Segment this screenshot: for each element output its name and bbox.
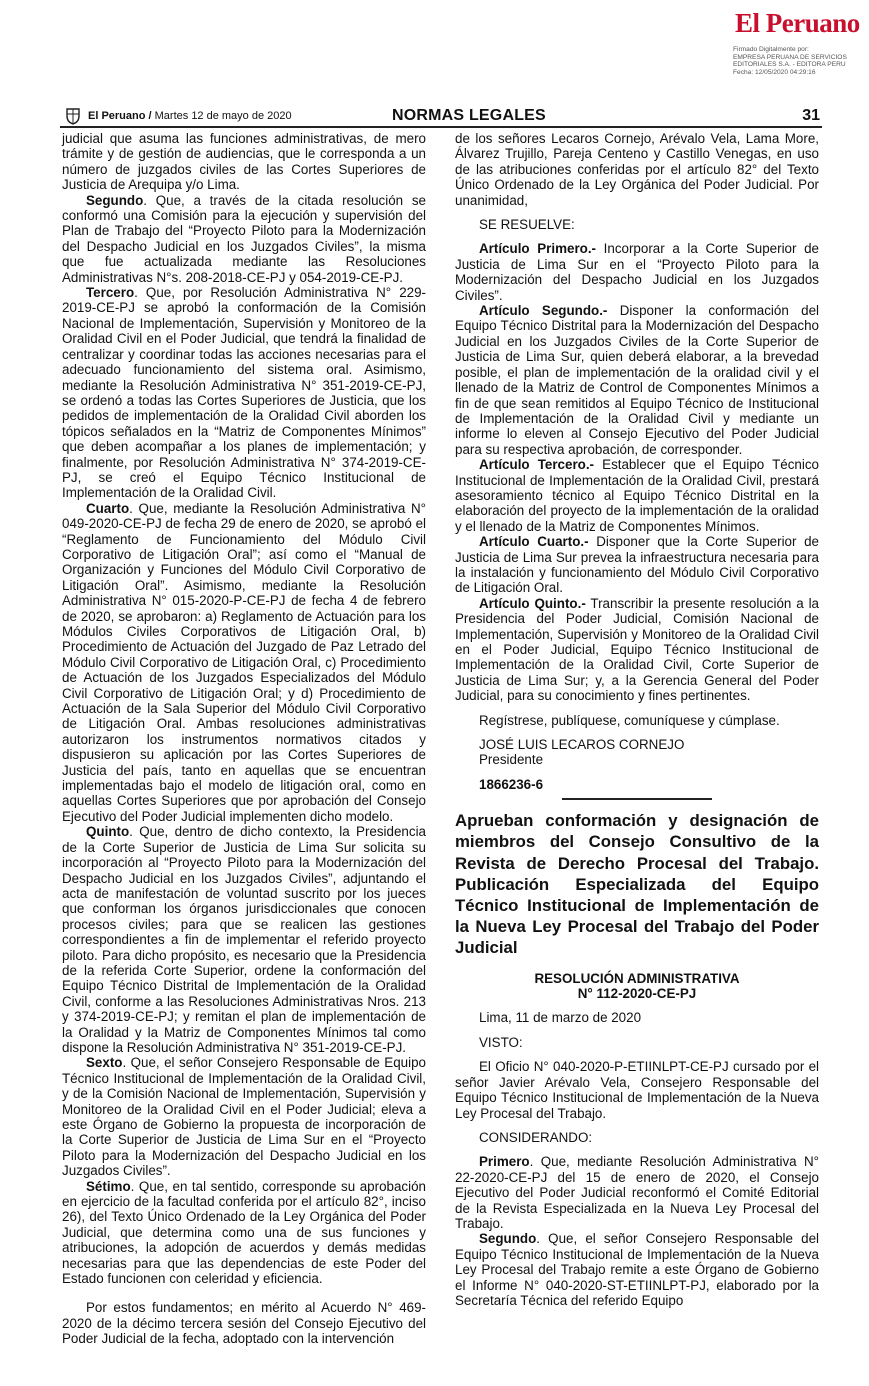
register-line: Regístrese, publíquese, comuníquese y cúmplase. <box>479 712 780 728</box>
paragraph-label: Segundo <box>86 192 144 208</box>
visto-heading: VISTO: <box>479 1034 523 1050</box>
paragraph-label: Primero <box>479 1154 530 1170</box>
paragraph: El Oficio N° 040-2020-P-ETIINLPT-CE-PJ cursado por el señor Javier Arévalo Vela, Consejero Responsable del Equipo Técnico Institucional de Implementación de la Nueva Ley Procesal del Trabajo. <box>455 1059 819 1121</box>
signer-name: JOSÉ LUIS LECAROS CORNEJO <box>479 737 685 753</box>
article-label: Artículo Segundo.- <box>479 303 608 319</box>
page-header <box>60 104 822 128</box>
paragraph-text: . Que, mediante Resolución Administrativa N° 22-2020-CE-PJ del 15 de enero de 2020, el Consejo Ejecutivo del Poder Judicial reconformó el Comité Editorial de la Revista Especializada en la Nueva Ley Procesal del Trabajo. <box>455 1154 819 1231</box>
signature-line: Fecha: 12/05/2020 04:29:16 <box>733 68 816 76</box>
paragraph <box>455 1231 819 1308</box>
paragraph-label: Quinto <box>86 824 130 840</box>
article-text: Disponer la conformación del Equipo Técnico Distrital para la Modernización del Despacho Judicial en los Juzgados Civiles de la Corte Superior de Justicia de Lima Sur, quien deberá elaborar, a la brevedad posible, el plan de implementación de la oralidad civil y el llenado de la Matriz de Control de Componentes Mínimos a fin de que sean remitidos al Equipo Técnico de Institucional de Implementación de la Oralidad Civil y mediante un informe lo eleven al Consejo Ejecutivo del Poder Judicial para su respectiva aprobación, de corresponder. <box>455 303 819 457</box>
paragraph-label: Segundo <box>479 1231 537 1247</box>
signature-line: EMPRESA PERUANA DE SERVICIOS <box>733 53 847 61</box>
paragraph-text: . Que, a través de la citada resolución se conformó una Comisión para la ejecución y supervisión del Plan de Trabajo del “Proyecto Piloto para la Modernización del Despacho Judicial en los Juzgados Civiles”, la misma que fue actualizada mediante las Resoluciones Administrativas N°s. 208-2018-CE-PJ y 054-2019-CE-PJ. <box>62 192 426 285</box>
article <box>455 241 819 303</box>
article-label: Artículo Primero.- <box>479 241 597 257</box>
paragraph <box>62 285 426 501</box>
article <box>455 303 819 457</box>
header-paper-date <box>88 110 292 122</box>
paragraph: de los señores Lecaros Cornejo, Arévalo Vela, Lama More, Álvarez Trujillo, Pareja Centeno y Castillo Venegas, en uso de las atribuciones conferidas por el artículo 82° del Texto Único Ordenado de la Ley Orgánica del Poder Judicial. Por unanimidad, <box>455 131 819 208</box>
paragraph: Por estos fundamentos; en mérito al Acuerdo N° 469-2020 de la décimo tercera sesión del Consejo Ejecutivo del Poder Judicial de la fecha, adoptado con la intervención <box>62 1300 426 1347</box>
paragraph: judicial que asuma las funciones administrativas, de mero trámite y de gestión de audiencias, que le corresponda a un número de juzgados civiles de las Cortes Superiores de Justicia de Arequipa y/o Lima. <box>62 131 426 193</box>
paragraph-text: . Que, en tal sentido, corresponde su aprobación en ejercicio de la facultad conferida por el artículo 82°, inciso 26), del Texto Único Ordenado de la Ley Orgánica del Poder Judicial, que determina como una de sus funciones y atribuciones, la adopción de acuerdos y demás medidas necesarias para que las dependencias de este Poder del Estado funcionen con celeridad y eficiencia. <box>62 1178 426 1287</box>
article-text: Establecer que el Equipo Técnico Institucional de Implementación de la Oralidad Civil, prestará asesoramiento técnico al Equipo Técnico Distrital en la elaboración del proyecto de la implementación de la oralidad y el llenado de la Matriz de Componentes Mínimos. <box>455 457 819 534</box>
signer-role: Presidente <box>479 752 544 768</box>
paragraph <box>62 501 426 825</box>
paragraph-label: Sétimo <box>86 1178 131 1194</box>
section-divider <box>562 798 712 800</box>
header-rule <box>60 126 822 128</box>
tracking-number: 1866236-6 <box>479 776 544 792</box>
article <box>455 596 819 704</box>
resolution-number: N° 112-2020-CE-PJ <box>577 986 697 1002</box>
paragraph <box>455 1154 819 1231</box>
digital-signature-block <box>733 46 863 76</box>
el-peruano-logo: El Peruano <box>735 8 860 38</box>
page-number: 31 <box>802 107 820 124</box>
paragraph <box>62 193 426 285</box>
article <box>455 457 819 534</box>
header-section: NORMAS LEGALES <box>392 107 546 124</box>
paragraph-text: . Que, dentro de dicho contexto, la Presidencia de la Corte Superior de Justicia de Lima Sur solicita su incorporación al “Proyecto Piloto para la Modernización del Despacho Judicial en los Juzgados Civiles”, adjuntando el acta de manifestación de voluntad suscrito por los jueces que conforman los órganos jurisdiccionales que conocen procesos civiles; para que se realicen las gestiones correspondientes a fin de implementar el referido proyecto piloto. Para dicho propósito, es necesario que la Presidencia de la referida Corte Superior, ordene la conformación del Equipo Técnico Distrital de Implementación de la Oralidad Civil, conforme a las Resoluciones Administrativas Nros. 213 y 374-2019-CE-PJ; y remitan el plan de implementación de la Oralidad y la Matriz de Componentes Mínimos tal como dispone la Resolución Administrativa N° 351-2019-CE-PJ. <box>62 824 426 1055</box>
article-text: Disponer que la Corte Superior de Justicia de Lima Sur prevea la infraestructura necesaria para la instalación y funcionamiento del Módulo Civil Corporativo de Litigación Oral. <box>455 534 819 596</box>
paragraph <box>62 1179 426 1287</box>
paragraph-text: . Que, por Resolución Administrativa N° 229-2019-CE-PJ se aprobó la conformación de la Comisión Nacional de Implementación, Supervisión y Monitoreo de la Oralidad Civil en el Poder Judicial, que tendrá la finalidad de centralizar y coordinar todas las acciones necesarias para el adecuado funcionamiento del sistema oral. Asimismo, mediante la Resolución Administrativa N° 351-2019-CE-PJ, se ordenó a todas las Cortes Superiores de Justicia, que los pedidos de implementación de la Oralidad Civil aborden los tópicos señalados en la “Matriz de Componentes Mínimos” que deben acompañar a los planes de implementación; y finalmente, por Resolución Administrativa N° 374-2019-CE-PJ, se creó el Equipo Técnico Institucional de Implementación de la Oralidad Civil. <box>62 285 426 501</box>
left-column <box>62 131 426 1347</box>
resolution-heading <box>455 971 819 1002</box>
article-label: Artículo Tercero.- <box>479 457 595 473</box>
signature-line: EDITORIALES S.A. - EDITORA PERU <box>733 61 846 69</box>
paragraph <box>62 1055 426 1178</box>
resolution-line: RESOLUCIÓN ADMINISTRATIVA <box>534 970 740 986</box>
article-text: Incorporar a la Corte Superior de Justicia de Lima Sur en el “Proyecto Piloto para la Modernización del Despacho Judicial en los Juzgados Civiles”. <box>455 241 819 303</box>
resolution-title: Aprueban conformación y designación de miembros del Consejo Consultivo de la Revista de Derecho Procesal del Trabajo. Publicación Especializada del Equipo Técnico Institucional de Implementación de la Nueva Ley Procesal del Trabajo del Poder Judicial <box>455 811 819 958</box>
header-paper: El Peruano / <box>88 110 152 122</box>
signature-line: Firmado Digitalmente por: <box>733 46 809 53</box>
paragraph-text: . Que, el señor Consejero Responsable de Equipo Técnico Institucional de Implementación de la Oralidad Civil, y de la Comisión Nacional de Implementación, Supervisión y Monitoreo de la Oralidad Civil en el Poder Judicial; eleva a este Órgano de Gobierno la propuesta de incorporación de la Corte Superior de Justicia de Lima Sur en el “Proyecto Piloto para la Modernización del Despacho Judicial en los Juzgados Civiles”. <box>62 1055 426 1179</box>
paragraph-label: Tercero <box>86 285 135 301</box>
place-date: Lima, 11 de marzo de 2020 <box>479 1010 642 1026</box>
right-column <box>455 131 819 1308</box>
paragraph-text: . Que, el señor Consejero Responsable del Equipo Técnico Institucional de Implementación de la Nueva Ley Procesal del Trabajo remite a este Órgano de Gobierno el Informe N° 040-2020-ST-ETIINLPT-PJ, elaborado por la Secretaría Técnica del referido Equipo <box>455 1231 819 1308</box>
considerando-heading: CONSIDERANDO: <box>479 1129 593 1145</box>
article-label: Artículo Cuarto.- <box>479 534 589 550</box>
header-date: Martes 12 de mayo de 2020 <box>154 110 292 122</box>
article <box>455 534 819 596</box>
se-resuelve: SE RESUELVE: <box>479 217 575 233</box>
article-label: Artículo Quinto.- <box>479 595 586 611</box>
article-text: Transcribir la presente resolución a la Presidencia del Poder Judicial, Comisión Nacional de Implementación, Supervisión y Monitoreo de la Oralidad Civil en el Poder Judicial, Equipo Técnico Institucional de Implementación de la Oralidad Civil, Corte Superior de Justicia de Lima Sur; y, a la Gerencia General del Poder Judicial, para su conocimiento y fines pertinentes. <box>455 595 819 704</box>
paragraph-label: Sexto <box>86 1055 123 1071</box>
paragraph <box>62 824 426 1055</box>
paragraph-label: Cuarto <box>86 500 130 516</box>
spacer <box>62 1286 426 1300</box>
paragraph-text: . Que, mediante la Resolución Administrativa N° 049-2020-CE-PJ de fecha 29 de enero de 2020, se aprobó el “Reglamento de Funcionamiento del Módulo Civil Corporativo de Litigación Oral”; así como el “Manual de Organización y Funciones del Módulo Civil Corporativo de Litigación Oral”. Asimismo, mediante la Resolución Administrativa N° 015-2020-P-CE-PJ de fecha 4 de febrero de 2020, se aprobaron: a) Reglamento de Actuación para los Módulos Civiles Corporativos de Litigación Oral, b) Procedimiento de Actuación del Juzgado de Paz Letrado del Módulo Civil Corporativo de Litigación Oral, c) Procedimiento de Actuación de los Juzgados Especializados del Módulo Civil Corporativo de Litigación Oral; y d) Procedimiento de Actuación de la Sala Superior del Módulo Civil Corporativo de Litigación Oral. Ambas resoluciones administrativas autorizaron los instrumentos normativos citados y dispusieron su aplicación por las Cortes Superiores de Justicia del país, tanto en aquellas que se encuentran implementadas bajo el modelo de litigación oral, como en aquellas Cortes Superiores que por aprobación del Consejo Ejecutivo del Poder Judicial implementen dicho modelo. <box>62 500 426 824</box>
coat-of-arms-icon <box>64 107 82 125</box>
